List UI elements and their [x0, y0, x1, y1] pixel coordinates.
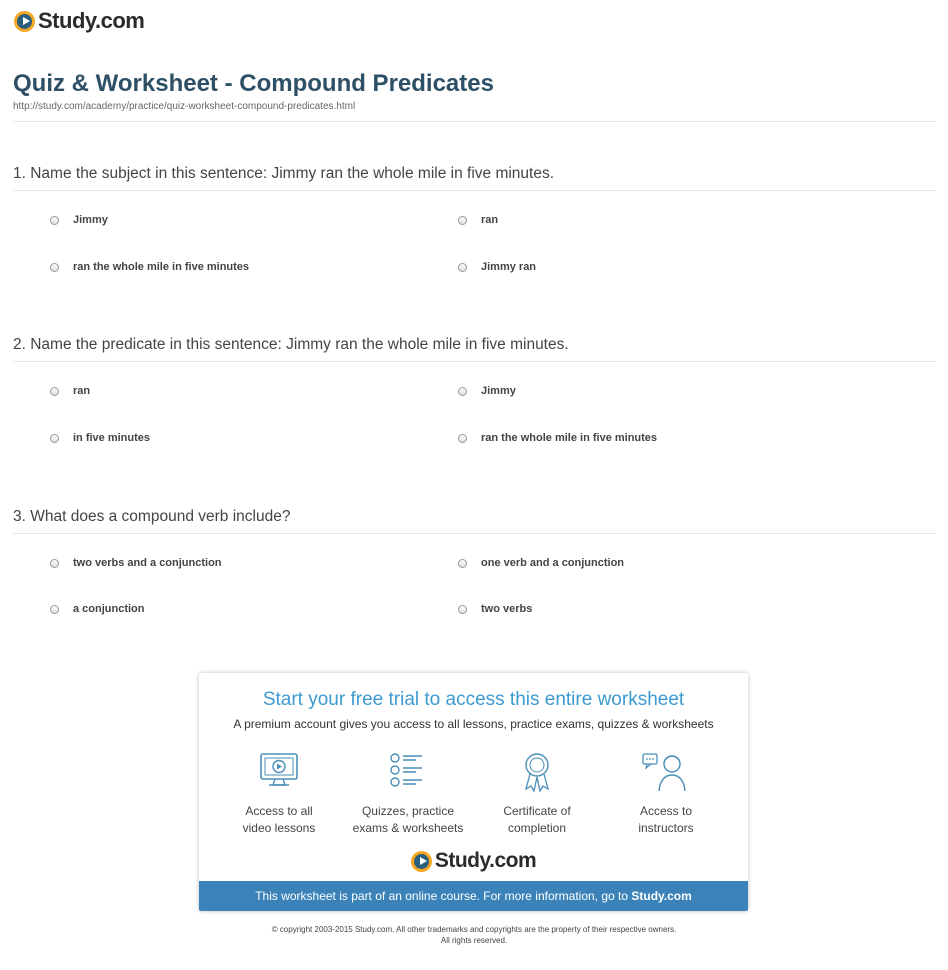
promo-subline: A premium account gives you access to all lessons, practice exams, quizzes & worksheets — [233, 717, 714, 731]
radio-button[interactable] — [50, 387, 59, 396]
certificate-icon — [515, 751, 559, 793]
answer-option[interactable]: two verbs — [458, 603, 532, 615]
radio-button[interactable] — [50, 434, 59, 443]
radio-button[interactable] — [50, 263, 59, 272]
instructor-icon — [641, 751, 691, 793]
question-2: 2. Name the predicate in this sentence: Jimmy ran the whole mile in five minutes. — [13, 336, 569, 353]
copyright: © copyright 2003-2015 Study.com. All other trademarks and copyrights are the property of their respective owners. All rights reserved. — [271, 925, 677, 945]
divider — [13, 190, 935, 191]
radio-button[interactable] — [50, 605, 59, 614]
answer-option[interactable]: two verbs and a conjunction — [50, 557, 222, 569]
radio-button[interactable] — [458, 559, 467, 568]
divider — [13, 121, 935, 122]
radio-button[interactable] — [50, 216, 59, 225]
answer-option[interactable]: ran the whole mile in five minutes — [458, 432, 657, 444]
video-lesson-icon — [257, 751, 301, 793]
answer-option[interactable]: ran — [50, 385, 90, 397]
answer-option[interactable]: a conjunction — [50, 603, 145, 615]
feature-instructors: Access to instructors — [596, 751, 736, 837]
feature-video-lessons: Access to all video lessons — [209, 751, 349, 837]
answer-option[interactable]: ran the whole mile in five minutes — [50, 261, 249, 273]
study-link[interactable]: Study.com — [631, 889, 692, 903]
quiz-list-icon — [386, 751, 430, 793]
divider — [13, 533, 935, 534]
radio-button[interactable] — [458, 387, 467, 396]
course-info-bar: This worksheet is part of an online course. For more information, go to Study.com — [199, 881, 748, 911]
play-logo-icon — [14, 11, 35, 32]
site-logo[interactable] — [14, 8, 144, 34]
logo-text: Study.com — [38, 8, 145, 33]
answer-option[interactable]: Jimmy — [458, 385, 516, 397]
divider — [13, 361, 935, 362]
play-logo-icon — [411, 851, 432, 872]
radio-button[interactable] — [458, 434, 467, 443]
answer-option[interactable]: one verb and a conjunction — [458, 557, 624, 569]
question-3: 3. What does a compound verb include? — [13, 508, 291, 525]
answer-option[interactable]: ran — [458, 214, 498, 226]
radio-button[interactable] — [50, 559, 59, 568]
promo-headline[interactable]: Start your free trial to access this entire worksheet — [262, 689, 685, 710]
page-title: Quiz & Worksheet - Compound Predicates — [13, 70, 494, 97]
feature-certificate: Certificate of completion — [467, 751, 607, 837]
radio-button[interactable] — [458, 216, 467, 225]
answer-option[interactable]: Jimmy — [50, 214, 108, 226]
radio-button[interactable] — [458, 263, 467, 272]
question-1: 1. Name the subject in this sentence: Jimmy ran the whole mile in five minutes. — [13, 165, 555, 182]
page-url: http://study.com/academy/practice/quiz-worksheet-compound-predicates.html — [13, 101, 356, 112]
answer-option[interactable]: in five minutes — [50, 432, 150, 444]
answer-option[interactable]: Jimmy ran — [458, 261, 536, 273]
feature-quizzes: Quizzes, practice exams & worksheets — [338, 751, 478, 837]
promo-logo[interactable]: Study.com — [199, 849, 748, 873]
free-trial-promo — [199, 673, 748, 911]
radio-button[interactable] — [458, 605, 467, 614]
